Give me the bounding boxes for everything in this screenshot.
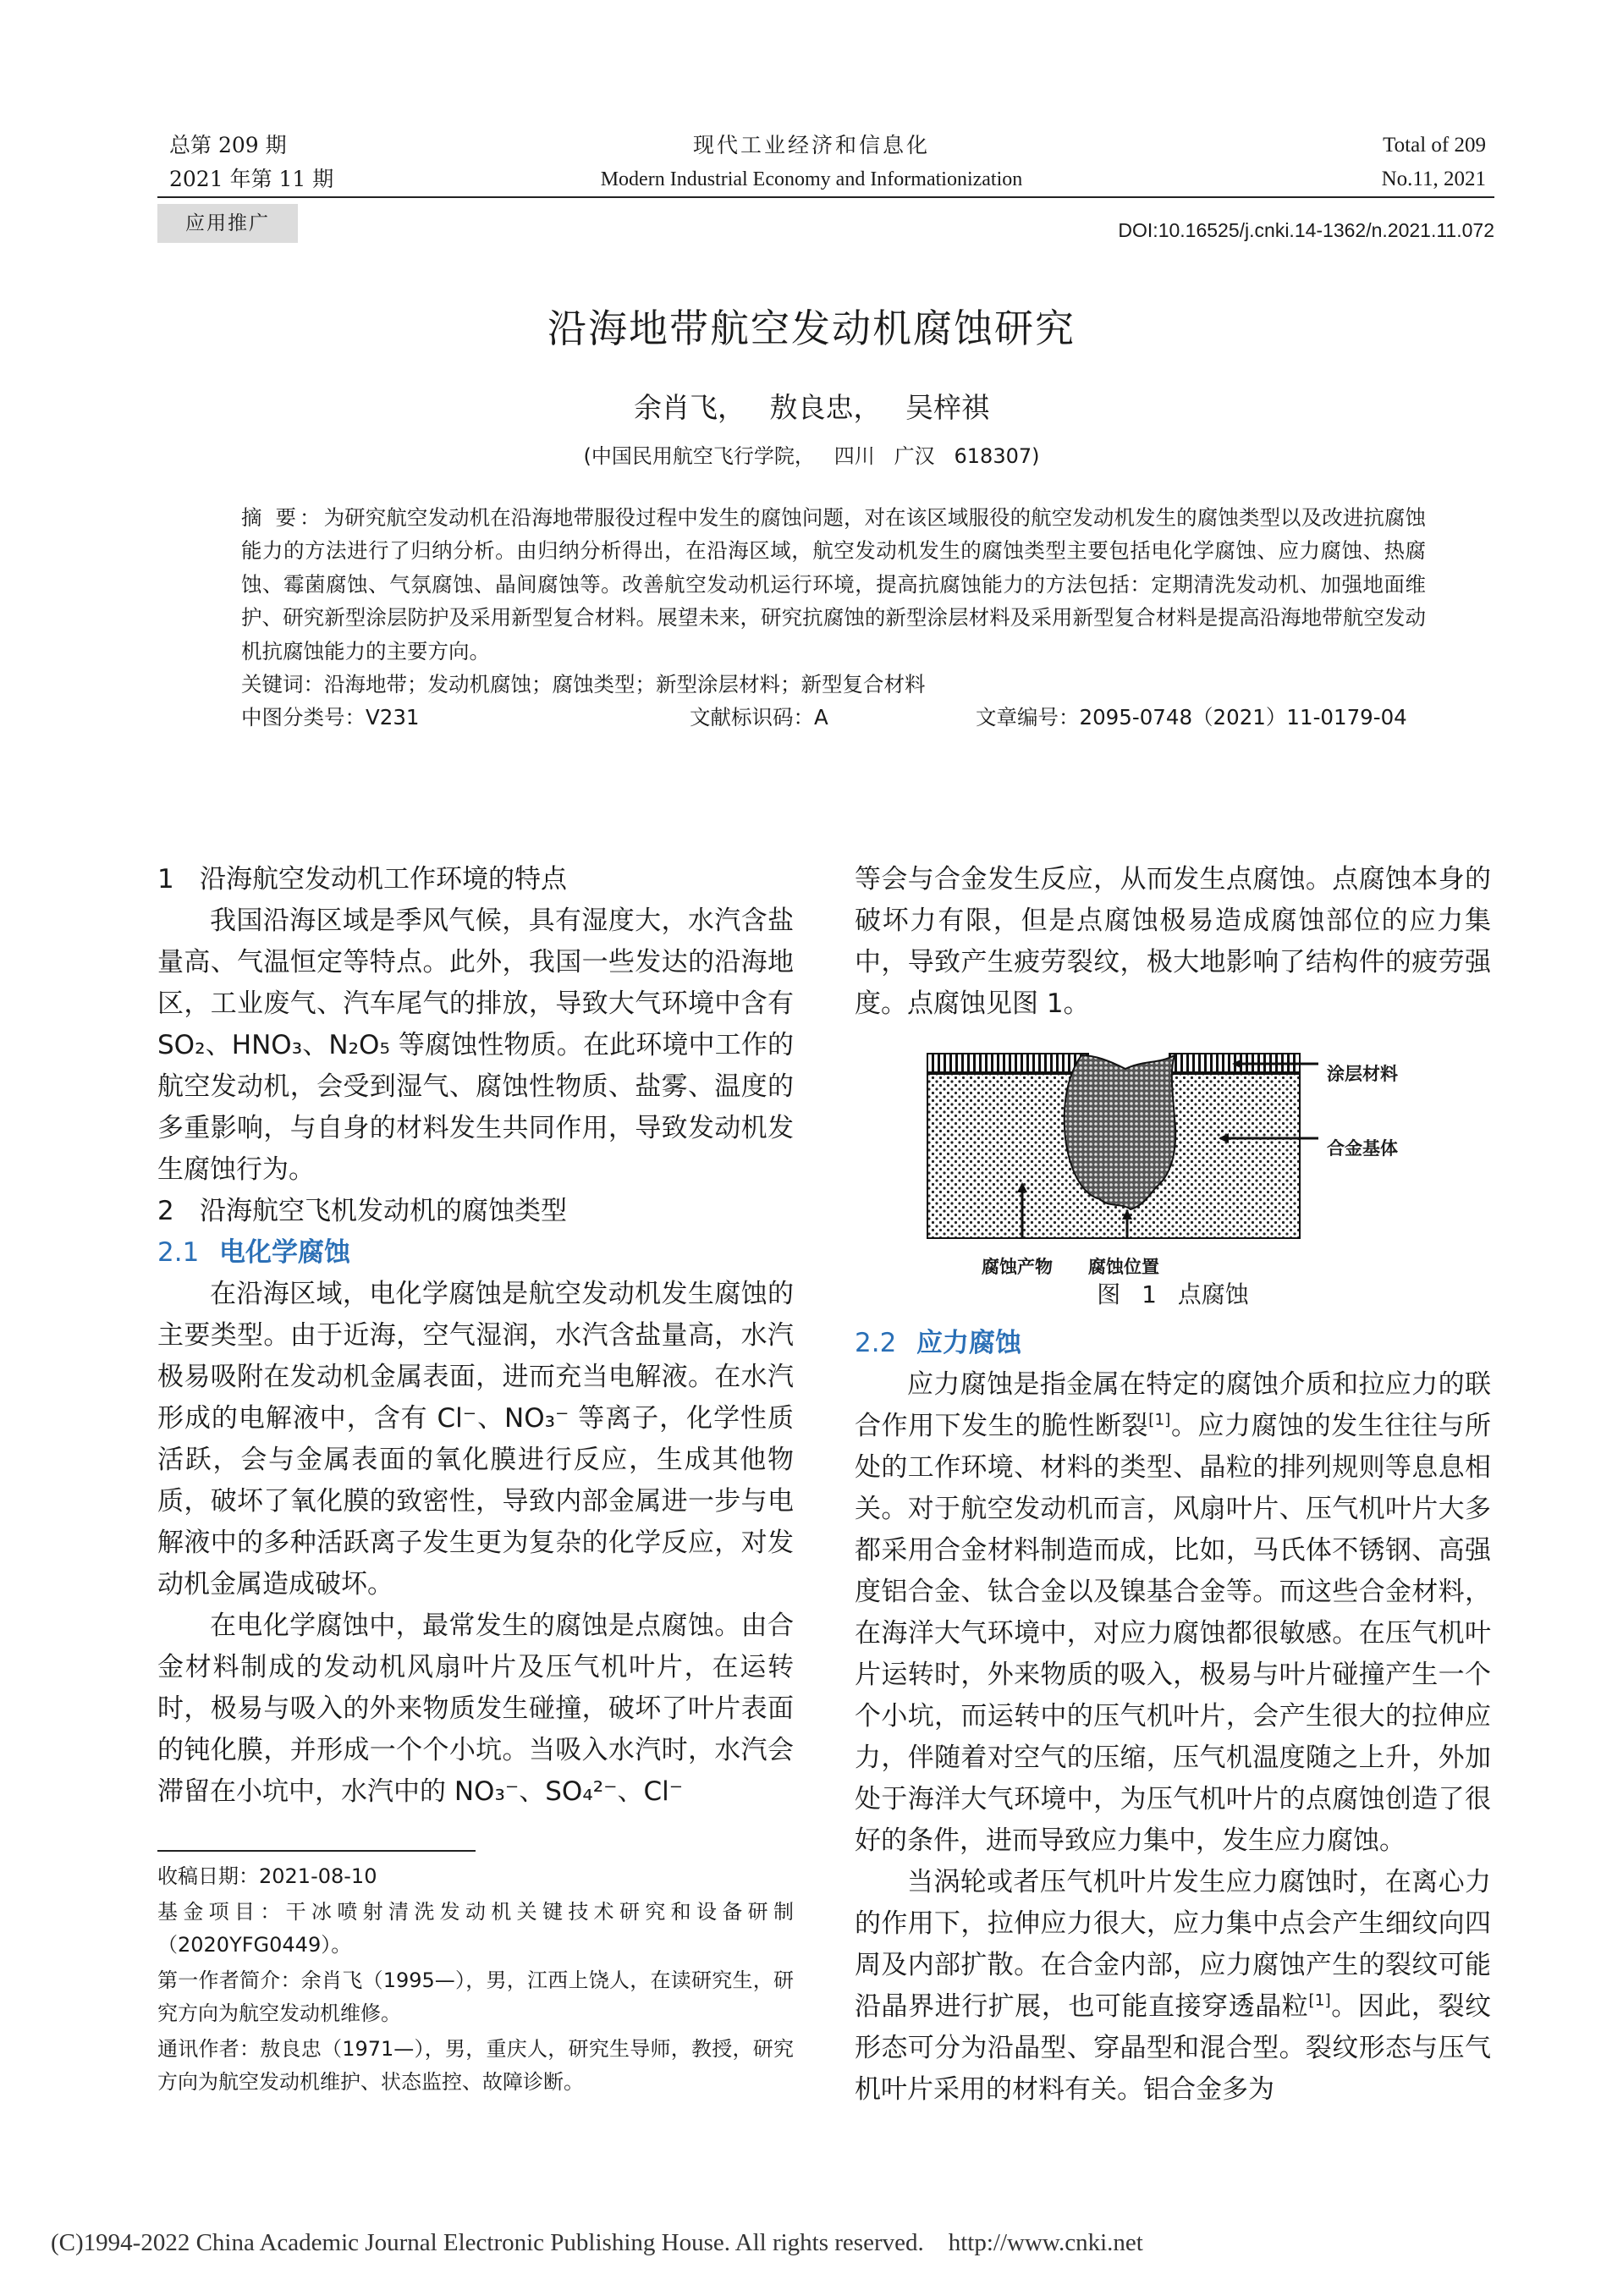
article-number: 文章编号：2095-0748（2021）11-0179-04 (976, 705, 1407, 730)
section-badge: 应用推广 (157, 204, 298, 243)
abstract (241, 501, 1426, 735)
clc-number: 中图分类号：V231 (241, 705, 420, 730)
abstract-body (241, 501, 1426, 668)
label-corrosion-position: 腐蚀位置 (1088, 1257, 1159, 1277)
section-2-2-paragraph-2: 当涡轮或者压气机叶片发生应力腐蚀时，在离心力的作用下，拉伸应力很大，应力集中点会产生细纹向四周及内部扩散。在合金内部，应力腐蚀产生的裂纹可能沿晶界进行扩展，也可能直接穿透晶粒[1]。因此，裂纹形态可分为沿晶型、穿晶型和混合型。裂纹形态与压气机叶片采用的材料有关。铝合金多为 (855, 1867, 1492, 2105)
section-2-1-heading: 2.1 电化学腐蚀 (157, 1237, 350, 1268)
affiliation: (中国民用航空飞行学院， 四川 广汉 618307) (583, 444, 1040, 468)
header-year-issue: 2021 年第 11 期 (169, 167, 334, 191)
coating-left (927, 1054, 1088, 1074)
label-coating: 涂层材料 (1327, 1064, 1398, 1084)
header-total-issue: 总第 209 期 (169, 133, 287, 157)
body-right-column (855, 859, 1491, 2111)
section-2-1-paragraph-2: 在电化学腐蚀中，最常发生的腐蚀是点腐蚀。由合金材料制成的发动机风扇叶片及压气机叶片，在运转时，极易与吸入的外来物质发生碰撞，破坏了叶片表面的钝化膜，并形成一个个小坑。当吸入水汽时，水汽会滞留在小坑中，水汽中的 NO₃⁻、SO₄²⁻、Cl⁻ (157, 1611, 794, 1807)
header-issue-info-en (1382, 129, 1486, 196)
ion-list-2: NO₃⁻、SO₄²⁻、Cl⁻ (454, 1776, 684, 1807)
body-left-column (157, 859, 794, 1813)
citation-1[interactable]: [1] (1148, 1411, 1171, 1429)
article-title: 沿海地带航空发动机腐蚀研究 (547, 306, 1076, 351)
section-2-2-heading: 2.2 应力腐蚀 (855, 1328, 1021, 1358)
keywords: 关键词：沿海地带；发动机腐蚀；腐蚀类型；新型涂层材料；新型复合材料 (241, 672, 926, 697)
label-corrosion-product: 腐蚀产物 (982, 1257, 1053, 1277)
continued-paragraph: 等会与合金发生反应，从而发生点腐蚀。点腐蚀本身的破坏力有限，但是点腐蚀极易造成腐蚀部位的应力集中，导致产生疲劳裂纹，极大地影响了结构件的疲劳强度。点腐蚀见图 1。 (855, 864, 1491, 1019)
figure-1 (855, 1030, 1491, 1275)
footnotes (157, 1860, 794, 2101)
corresponding-author: 通讯作者：敖良忠（1971—），男，重庆人，研究生导师，教授，研究方向为航空发动机维护、状态监控、故障诊断。 (157, 2037, 794, 2094)
citation-2[interactable]: [1] (1308, 1991, 1331, 2010)
first-author-bio: 第一作者简介：余肖飞（1995—），男，江西上饶人，在读研究生，研究方向为航空发动机维修。 (157, 1968, 794, 2025)
footnote-rule (157, 1850, 476, 1852)
chem-formula: SO₂、HNO₃、N₂O₅ (157, 1030, 390, 1060)
section-2-heading: 2 沿海航空飞机发动机的腐蚀类型 (157, 1196, 567, 1226)
header-number-en: No.11, 2021 (1381, 168, 1486, 190)
section-1-paragraph: 我国沿海区域是季风气候，具有湿度大，水汽含盐量高、气温恒定等特点。此外，我国一些发达的沿海地区，工业废气、汽车尾气的排放，导致大气环境中含有 SO₂、HNO₃、N₂O₅ 等腐蚀性物质。在此环境中工作的航空发动机，会受到湿气、腐蚀性物质、盐雾、温度的多重影响，与自身的材料发生共同作用，导致发动机发生腐蚀行为。 (157, 906, 795, 1185)
section-2-1-paragraph-1: 在沿海区域，电化学腐蚀是航空发动机发生腐蚀的主要类型。由于近海，空气湿润，水汽含盐量高，水汽极易吸附在发动机金属表面，进而充当电解液。在水汽形成的电解液中，含有 Cl⁻、NO₃⁻ 等离子，化学性质活跃，会与金属表面的氧化膜进行反应，生成其他物质，破坏了氧化膜的致密性，导致内部金属进一步与电解液中的多种活跃离子发生更为复杂的化学反应，对发动机金属造成破坏。 (157, 1279, 795, 1599)
label-alloy-base: 合金基体 (1327, 1138, 1398, 1159)
received-date: 收稿日期：2021-08-10 (157, 1864, 377, 1888)
figure-1-caption: 图 1 点腐蚀 (1097, 1280, 1249, 1308)
header-total-en: Total of 209 (1383, 134, 1486, 157)
abstract-text: 为研究航空发动机在沿海地带服役过程中发生的腐蚀问题，对在该区域服役的航空发动机发生的腐蚀类型以及改进抗腐蚀能力的方法进行了归纳分析。由归纳分析得出，在沿海区域，航空发动机发生的腐蚀类型主要包括电化学腐蚀、应力腐蚀、热腐蚀、霉菌腐蚀、气氛腐蚀、晶间腐蚀等。改善航空发动机运行环境，提高抗腐蚀能力的方法包括：定期清洗发动机、加强地面维护、研究新型涂层防护及采用新型复合材料。展望未来，研究抗腐蚀的新型涂层材料及采用新型复合材料是提高沿海地带航空发动机抗腐蚀能力的主要方向。 (241, 505, 1426, 663)
header-journal-name (0, 129, 1623, 196)
classification-line (241, 701, 1426, 735)
journal-name-cn: 现代工业经济和信息化 (692, 133, 930, 157)
fund-project: 基金项目：干冰喷射清洗发动机关键技术研究和设备研制（2020YFG0449）。 (157, 1900, 794, 1957)
section-2-2-paragraph-1: 应力腐蚀是指金属在特定的腐蚀介质和拉应力的联合作用下发生的脆性断裂[1]。应力腐蚀的发生往往与所处的工作环境、材料的类型、晶粒的排列规则等息息相关。对于航空发动机而言，风扇叶片、压气机叶片大多都采用合金材料制造而成，比如，马氏体不锈钢、高强度铝合金、钛合金以及镍基合金等。而这些合金材料，在海洋大气环境中，对应力腐蚀都很敏感。在压气机叶片运转时，外来物质的吸入，极易与叶片碰撞产生一个个小坑，而运转中的压气机叶片，会产生很大的拉伸应力，伴随着对空气的压缩，压气机温度随之上升，外加处于海洋大气环境中，为压气机叶片的点腐蚀创造了很好的条件，进而导致应力集中，发生应力腐蚀。 (855, 1369, 1492, 1856)
authors: 余肖飞， 敖良忠， 吴梓祺 (634, 391, 989, 424)
ion-list: Cl⁻、NO₃⁻ (437, 1403, 569, 1434)
journal-name-en: Modern Industrial Economy and Informationization (600, 168, 1023, 190)
doi: DOI:10.16525/j.cnki.14-1362/n.2021.11.072 (1118, 219, 1494, 241)
abstract-label: 摘 要： (241, 505, 324, 530)
copyright-notice: (C)1994-2022 China Academic Journal Electronic Publishing House. All rights reserved. http://www.cnki.net (51, 2229, 1143, 2256)
header-rule (157, 196, 1494, 198)
section-1-heading: 1 沿海航空发动机工作环境的特点 (157, 864, 567, 895)
document-code: 文献标识码：A (690, 705, 828, 730)
